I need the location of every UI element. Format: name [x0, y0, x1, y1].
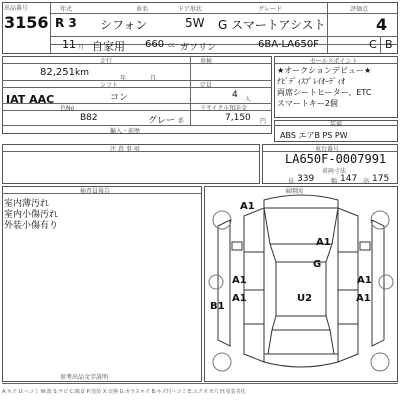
model-value: 6BA-LA650F — [258, 39, 319, 50]
usage-value: 自家用 — [92, 40, 125, 53]
inspector-line-3: 外装小傷有り — [4, 221, 59, 231]
history-label: 輸入・前歴 — [110, 128, 141, 135]
color-code-value: B82 — [80, 113, 98, 123]
displacement-value: 660 — [145, 39, 165, 50]
mileage-label: 走行 — [100, 58, 113, 65]
recycle-label: リサイクル預託金 — [200, 105, 248, 112]
inspector-line-1: 室内薄汚れ — [4, 199, 50, 209]
chassis-label: 車台番号 — [315, 146, 340, 153]
damage-mark-hood: A1 — [316, 237, 331, 248]
equipment-label: 装備 — [330, 121, 343, 128]
displacement-unit: cc — [168, 42, 175, 49]
fuel-value: ガソリン — [180, 43, 217, 53]
inspector-line-2: 室内小傷汚れ — [4, 210, 59, 220]
score-value: 4 — [376, 15, 388, 34]
interior-grade: C — [369, 38, 377, 51]
dim-width: 147 — [340, 174, 358, 184]
seats-unit: 人 — [245, 96, 252, 103]
ac-value: コン — [110, 93, 129, 103]
footer-label: 参考出品文字説明 — [60, 374, 109, 381]
dim-length-label: 長 — [288, 178, 295, 185]
note-line-4: スマートキー2個 — [277, 99, 338, 108]
dim-length: 339 — [297, 174, 315, 184]
damage-mark-right-door: A1 — [357, 275, 372, 286]
color-code-label: 色No — [60, 105, 75, 112]
recycle-value: 7,150 — [225, 113, 251, 123]
inspection-month-unit: 月 — [150, 75, 157, 82]
color-suffix: 系 — [178, 118, 185, 125]
damage-legend: A:キズ U:ヘコミ W:波 S:サビ C:腐食 P:塗装 X:交換 G:ガラスキズ B:キズ付ヘコミ E:エクボ Y:穴 H:塗装劣化 — [2, 389, 246, 395]
recycle-unit: 円 — [260, 118, 267, 125]
seats-label: 定員 — [200, 82, 213, 89]
month-value: 11 — [62, 38, 76, 51]
grade-value: G スマートアシスト — [218, 18, 326, 32]
color-value: グレー — [148, 116, 176, 126]
dim-height-label: 高 — [363, 178, 370, 185]
transmission-value: IAT AAC — [6, 93, 55, 106]
note-line-1: ★オークションデビュー★ — [277, 66, 372, 75]
damage-mark-left-rear: A1 — [232, 293, 247, 304]
score-label: 評価点 — [350, 6, 369, 13]
chassis-number: LA650F-0007991 — [285, 152, 387, 166]
note-line-2: ﾅﾋﾞﾃﾞｨｽﾌﾟﾚｲｵｰﾃﾞｨｵ — [277, 77, 345, 86]
month-unit: 月 — [78, 44, 85, 51]
mileage-value: 82,251 — [40, 67, 75, 78]
grade-label: グレード — [258, 6, 283, 13]
lot-label: 出品番号 — [4, 5, 29, 12]
seats-value: 4 — [232, 90, 238, 100]
inspector-label: 検査員報告 — [80, 188, 111, 195]
remarks-label: 注 意 事 項 — [110, 146, 140, 153]
size-label: 車両寸法 — [322, 168, 347, 175]
damage-mark-left-side: B1 — [210, 301, 225, 312]
note-line-3: 両席シートヒーター、ETC — [277, 88, 372, 97]
damage-mark-left-door: A1 — [232, 275, 247, 286]
car-name-label: 車名 — [136, 6, 149, 13]
notes-label: セールスポイント — [310, 58, 358, 65]
door-label: ドア形状 — [178, 6, 202, 13]
exterior-grade: B — [385, 38, 393, 51]
diagram-label: 展開図 — [285, 188, 304, 195]
equipment-value: ABS エアB PS PW — [280, 131, 348, 140]
dim-width-label: 幅 — [331, 178, 338, 185]
inspection-year-unit: 年 — [120, 75, 127, 82]
year-label: 年式 — [60, 6, 73, 13]
year-value: R 3 — [55, 16, 77, 30]
damage-mark-roof: U2 — [297, 293, 313, 304]
dim-height: 175 — [372, 174, 390, 184]
doors-value: 5W — [185, 16, 205, 30]
damage-mark-windshield: G — [313, 259, 322, 270]
transmission-label: シフト — [100, 82, 119, 89]
inspection-label: 車検 — [200, 58, 213, 65]
car-name: シフォン — [100, 18, 148, 32]
damage-mark-front: A1 — [240, 201, 255, 212]
damage-mark-right-rear: A1 — [356, 293, 371, 304]
mileage-unit: km — [75, 68, 89, 78]
lot-number: 3156 — [4, 13, 49, 32]
